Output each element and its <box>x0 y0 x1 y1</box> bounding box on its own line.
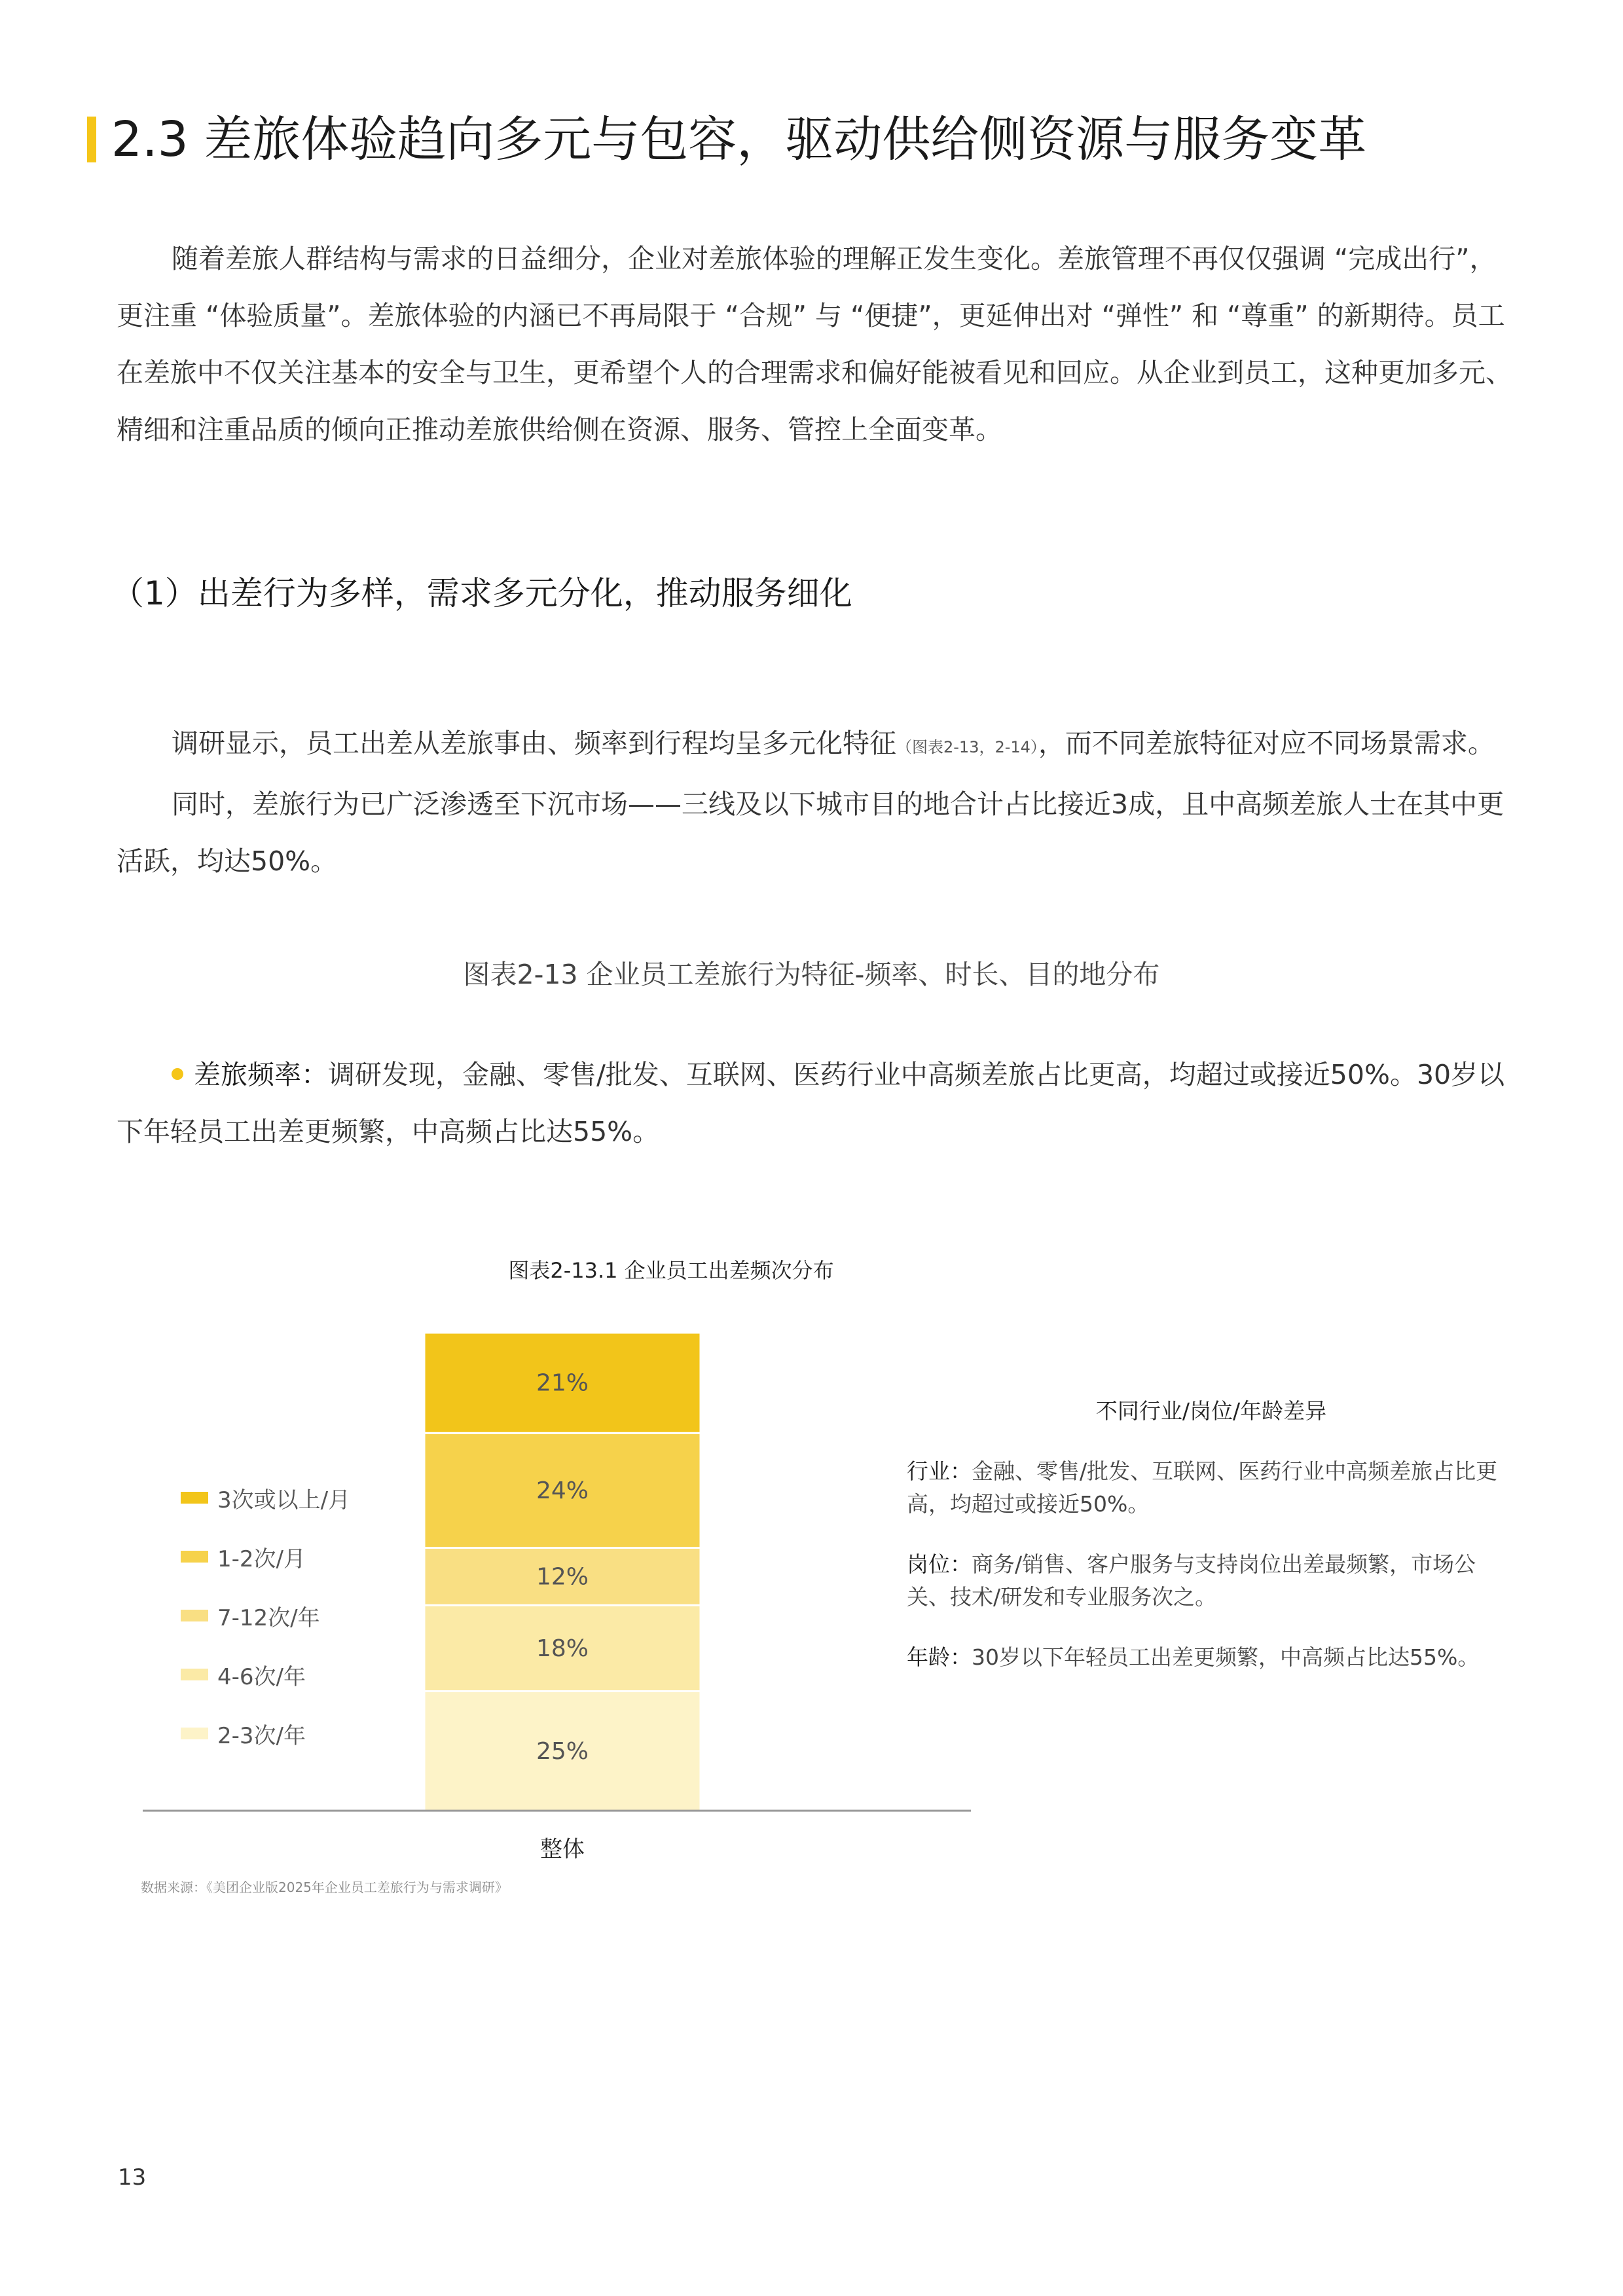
difference-industry <box>907 1455 1516 1521</box>
bar-segment-label: 12% <box>536 1563 589 1591</box>
difference-position <box>907 1548 1516 1614</box>
difference-age <box>907 1641 1516 1674</box>
legend-label: 4-6次/年 <box>217 1664 306 1690</box>
bar-segment-label: 25% <box>536 1737 589 1765</box>
legend-swatch <box>181 1610 208 1621</box>
intro-text: 随着差旅人群结构与需求的日益细分，企业对差旅体验的理解正发生变化。差旅管理不再仅仅强调 “完成出行”，更注重 “体验质量”。差旅体验的内涵已不再局限于 “合规” 与 “便捷”，更延伸出对 “弹性” 和 “尊重” 的新期待。员工在差旅中不仅关注基本的安全与卫生，更希望个人的合理需求和偏好能被看见和回应。从企业到员工，这种更加多元、精细和注重品质的倾向正推动差旅供给侧在资源、服务、管控上全面变革。 <box>117 243 1512 445</box>
survey-figure-ref: （图表2-13，2-14） <box>896 738 1038 756</box>
differences-panel <box>907 1395 1516 1701</box>
legend-swatch <box>181 1551 208 1563</box>
bar-segment-label: 18% <box>536 1635 589 1662</box>
difference-key: 岗位： <box>907 1551 972 1577</box>
difference-text: 金融、零售/批发、互联网、医药行业中高频差旅占比更高，均超过或接近50%。 <box>907 1458 1498 1517</box>
chart-title: 图表2-13.1 企业员工出差频次分布 <box>508 1258 834 1283</box>
difference-key: 行业： <box>907 1458 972 1484</box>
category-label: 整体 <box>540 1836 585 1862</box>
section-title: 2.3 差旅体验趋向多元与包容，驱动供给侧资源与服务变革 <box>111 111 1367 168</box>
bar-segment-label: 24% <box>536 1477 589 1504</box>
legend-label: 3次或以上/月 <box>217 1487 351 1513</box>
legend-label: 1-2次/月 <box>217 1546 306 1572</box>
frequency-term: 差旅频率： <box>194 1059 328 1090</box>
survey-line-2: 同时，差旅行为已广泛渗透至下沉市场——三线及以下城市目的地合计占比接近3成，且中高频差旅人士在其中更活跃，均达50%。 <box>117 788 1504 877</box>
data-source: 数据来源：《美团企业版2025年企业员工差旅行为与需求调研》 <box>141 1879 508 1895</box>
legend-label: 2-3次/年 <box>217 1723 306 1749</box>
sub-heading: （1）出差行为多样，需求多元分化，推动服务细化 <box>111 574 852 612</box>
differences-title: 不同行业/岗位/年龄差异 <box>1095 1398 1327 1424</box>
legend-swatch <box>181 1728 208 1739</box>
legend-label: 7-12次/年 <box>217 1605 320 1631</box>
survey-line-1-before: 调研显示，员工出差从差旅事由、频率到行程均呈多元化特征 <box>172 728 896 759</box>
page-number: 13 <box>118 2164 147 2191</box>
chart-bars <box>424 1333 701 1811</box>
chart-legend <box>181 1487 350 1749</box>
survey-line-1-after: ，而不同差旅特征对应不同场景需求。 <box>1038 728 1495 759</box>
bar-segment-label: 21% <box>536 1369 589 1397</box>
difference-text: 30岁以下年轻员工出差更频繁，中高频占比达55%。 <box>972 1644 1480 1670</box>
frequency-body: 调研发现，金融、零售/批发、互联网、医药行业中高频差旅占比更高，均超过或接近50%。30岁以下年轻员工出差更频繁，中高频占比达55%。 <box>117 1059 1505 1147</box>
difference-key: 年龄： <box>907 1644 972 1670</box>
difference-text: 商务/销售、客户服务与支持岗位出差最频繁，市场公关、技术/研发和专业服务次之。 <box>907 1551 1476 1610</box>
legend-swatch <box>181 1492 208 1504</box>
figure-title: 图表2-13 企业员工差旅行为特征-频率、时长、目的地分布 <box>463 959 1160 990</box>
chart-categories <box>540 1836 585 1862</box>
legend-swatch <box>181 1669 208 1680</box>
